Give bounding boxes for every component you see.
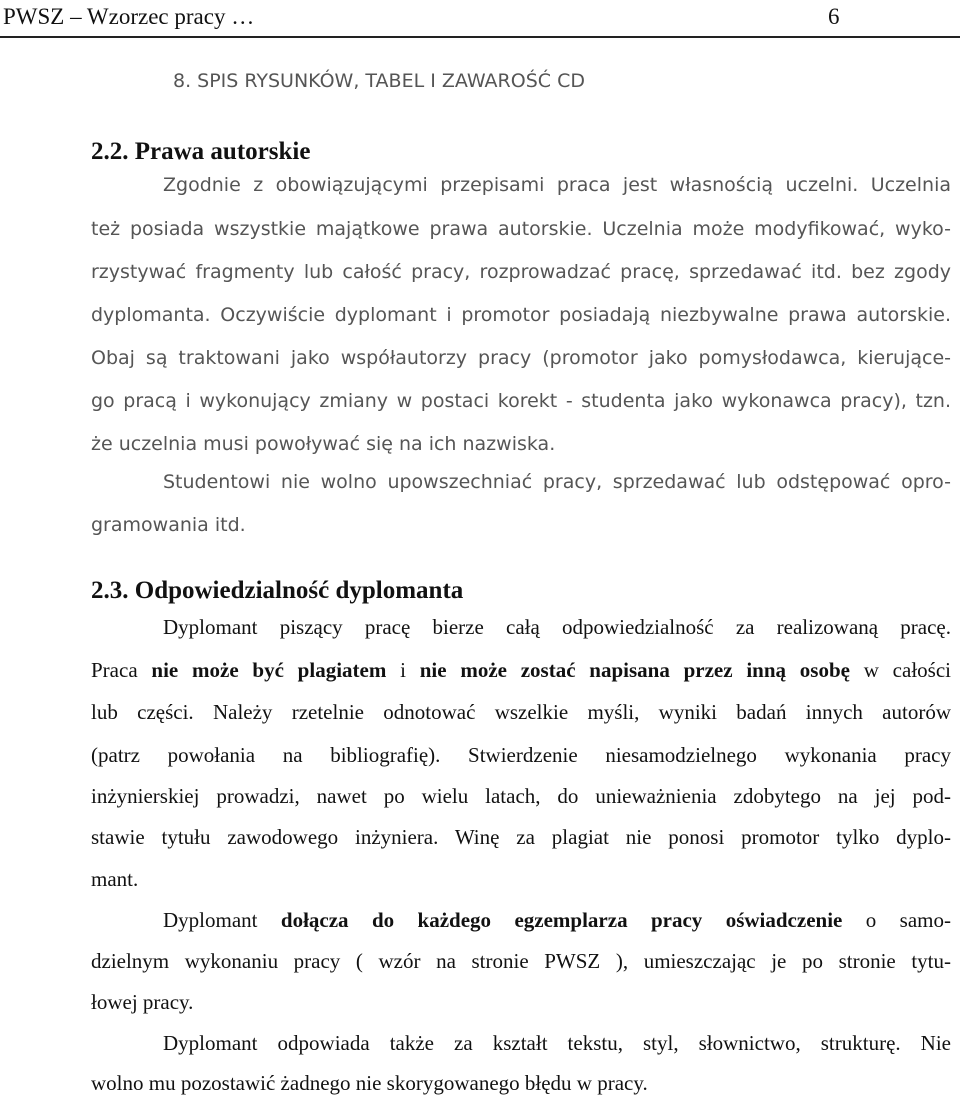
text-run: Dyplomant <box>163 908 281 932</box>
section-heading-2-2: 2.2. Prawa autorskie <box>91 138 311 165</box>
paragraph-line: go pracą i wykonujący zmiany w postaci korekt - studenta jako wykonawca pracy), tzn. <box>91 390 951 412</box>
paragraph-line: dzielnym wykonaniu pracy ( wzór na stronie PWSZ ), umieszczając je po stronie tytu- <box>91 949 951 973</box>
text-run: o samo- <box>842 908 951 932</box>
paragraph-line: Dyplomant piszący pracę bierze całą odpowiedzialność za realizowaną pracę. <box>163 615 951 639</box>
paragraph-line: gramowania itd. <box>91 514 246 536</box>
paragraph-line: Zgodnie z obowiązującymi przepisami praca jest własnością uczelni. Uczelnia <box>163 174 951 196</box>
bold-text-run: dołącza do każdego egzemplarza pracy oświadczenie <box>280 908 843 932</box>
bold-text-run: nie może być plagiatem <box>151 658 387 682</box>
paragraph-line: lub części. Należy rzetelnie odnotować wszelkie myśli, wyniki badań innych autorów <box>91 700 951 724</box>
paragraph-line: (patrz powołania na bibliografię). Stwierdzenie niesamodzielnego wykonania pracy <box>91 743 951 767</box>
paragraph-line: Studentowi nie wolno upowszechniać pracy, sprzedawać lub odstępować opro- <box>163 471 951 493</box>
text-run: w całości <box>849 658 951 682</box>
paragraph-line <box>163 905 951 935</box>
paragraph-line: że uczelnia musi powoływać się na ich nazwiska. <box>91 433 556 455</box>
page-header <box>0 0 960 38</box>
section-heading-2-3: 2.3. Odpowiedzialność dyplomanta <box>91 577 464 604</box>
text-run: Praca <box>91 658 152 682</box>
header-title: PWSZ – Wzorzec pracy … <box>3 4 255 29</box>
bold-text-run: nie może zostać napisana przez inną osobę <box>419 658 850 682</box>
paragraph-line: łowej pracy. <box>91 990 194 1014</box>
paragraph-line: stawie tytułu zawodowego inżyniera. Winę za plagiat nie ponosi promotor tylko dyplo- <box>91 825 951 849</box>
paragraph-line <box>91 655 951 685</box>
page-number: 6 <box>828 4 840 29</box>
paragraph-line: inżynierskiej prowadzi, nawet po wielu latach, do unieważnienia zdobytego na jej pod- <box>91 784 951 808</box>
paragraph-line: Obaj są traktowani jako współautorzy pracy (promotor jako pomysłodawca, kierujące- <box>91 347 951 369</box>
paragraph-line: Dyplomant odpowiada także za kształt tekstu, styl, słownictwo, strukturę. Nie <box>163 1031 951 1055</box>
text-run: i <box>386 658 420 682</box>
paragraph-line: mant. <box>91 867 139 891</box>
paragraph-line: dyplomanta. Oczywiście dyplomant i promotor posiadają niezbywalne prawa autorskie. <box>91 304 951 326</box>
list-item-8: 8. SPIS RYSUNKÓW, TABEL I ZAWAROŚĆ CD <box>173 70 585 92</box>
paragraph-line: rzystywać fragmenty lub całość pracy, rozprowadzać pracę, sprzedawać itd. bez zgody <box>91 261 951 283</box>
paragraph-line: wolno mu pozostawić żadnego nie skorygowanego błędu w pracy. <box>91 1071 648 1095</box>
paragraph-line: też posiada wszystkie majątkowe prawa autorskie. Uczelnia może modyfikować, wyko- <box>91 218 951 240</box>
